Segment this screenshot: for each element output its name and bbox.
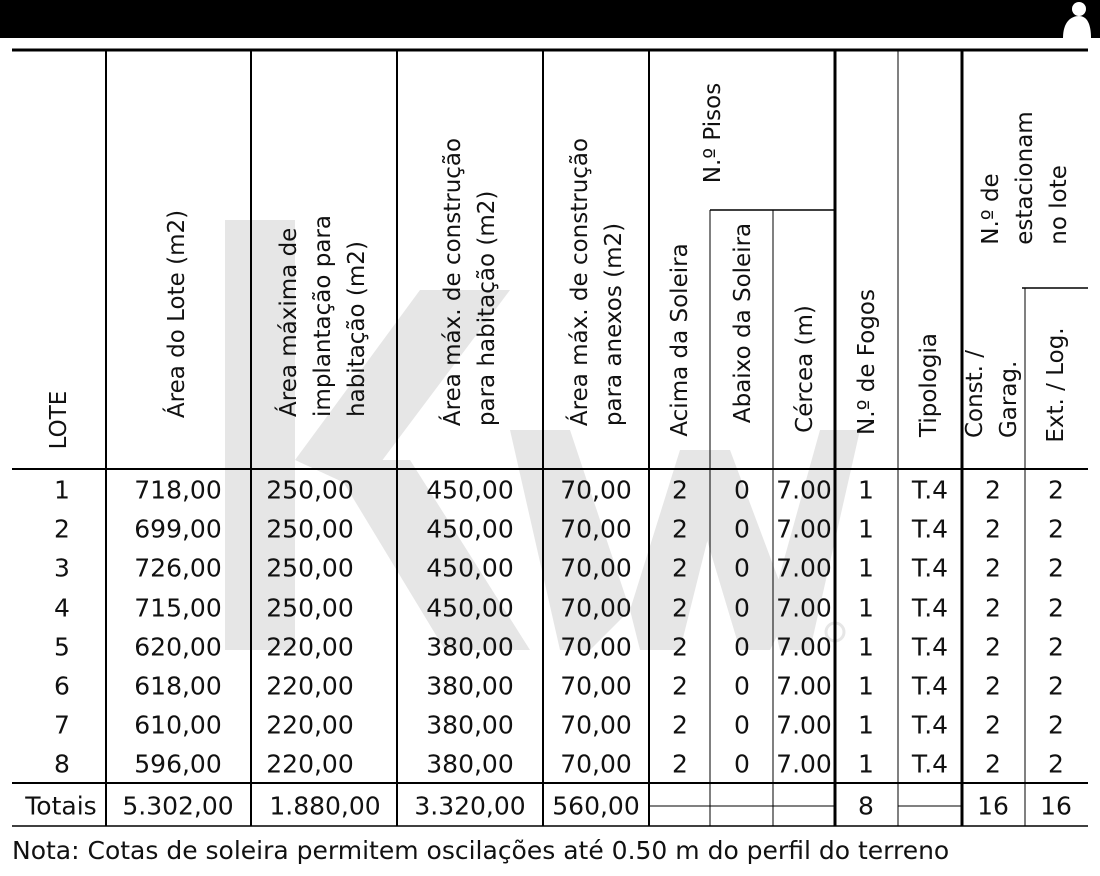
cell-lote: 1 <box>54 475 70 505</box>
cell-lote: 6 <box>54 671 70 701</box>
cell-area-lote: 618,00 <box>134 671 222 701</box>
cell-fogos: 1 <box>858 749 874 779</box>
cell-acima: 2 <box>672 593 688 623</box>
cell-const: 2 <box>985 514 1001 544</box>
cell-ext: 2 <box>1048 710 1064 740</box>
cell-construcao-hab: 450,00 <box>426 593 514 623</box>
header-cercea: Cércea (m) <box>792 305 818 433</box>
cell-fogos: 1 <box>858 710 874 740</box>
cell-lote: 7 <box>54 710 70 740</box>
cell-const: 2 <box>985 749 1001 779</box>
totals-fogos: 8 <box>858 791 874 821</box>
cell-acima: 2 <box>672 475 688 505</box>
cell-abaixo: 0 <box>734 710 750 740</box>
header-n-pisos: N.º Pisos <box>700 82 726 184</box>
cell-area-lote: 715,00 <box>134 593 222 623</box>
cell-const: 2 <box>985 475 1001 505</box>
cell-lote: 2 <box>54 514 70 544</box>
header-n-fogos: N.º de Fogos <box>854 289 880 435</box>
cell-anexos: 70,00 <box>560 671 632 701</box>
cell-cercea: 7.00 <box>776 632 832 662</box>
header-tipologia: Tipologia <box>916 333 942 437</box>
cell-fogos: 1 <box>858 671 874 701</box>
cell-area-lote: 620,00 <box>134 632 222 662</box>
cell-area-lote: 726,00 <box>134 553 222 583</box>
cell-anexos: 70,00 <box>560 593 632 623</box>
cell-construcao-hab: 450,00 <box>426 514 514 544</box>
cell-area-lote: 610,00 <box>134 710 222 740</box>
cell-const: 2 <box>985 553 1001 583</box>
cell-const: 2 <box>985 671 1001 701</box>
cell-implantacao: 220,00 <box>266 749 354 779</box>
totals-label: Totais <box>25 791 97 821</box>
cell-ext: 2 <box>1048 749 1064 779</box>
cell-tipologia: T.4 <box>911 514 949 544</box>
header-area-implantacao: Área máxima de implantação para habitação (m2) <box>276 215 370 417</box>
cell-fogos: 1 <box>858 514 874 544</box>
cell-tipologia: T.4 <box>911 553 949 583</box>
cell-construcao-hab: 450,00 <box>426 475 514 505</box>
totals-implantacao: 1.880,00 <box>269 791 381 821</box>
cell-acima: 2 <box>672 749 688 779</box>
cell-tipologia: T.4 <box>911 593 949 623</box>
cell-acima: 2 <box>672 553 688 583</box>
cell-implantacao: 220,00 <box>266 632 354 662</box>
cell-tipologia: T.4 <box>911 749 949 779</box>
cell-abaixo: 0 <box>734 593 750 623</box>
cell-anexos: 70,00 <box>560 514 632 544</box>
totals-ext: 16 <box>1040 791 1072 821</box>
cell-anexos: 70,00 <box>560 475 632 505</box>
header-lote: LOTE <box>46 390 72 450</box>
cell-area-lote: 596,00 <box>134 749 222 779</box>
totals-area-lote: 5.302,00 <box>122 791 234 821</box>
cell-ext: 2 <box>1048 553 1064 583</box>
totals-const: 16 <box>977 791 1009 821</box>
header-ext-log: Ext. / Log. <box>1043 327 1069 443</box>
cell-cercea: 7.00 <box>776 514 832 544</box>
cell-ext: 2 <box>1048 671 1064 701</box>
cell-abaixo: 0 <box>734 475 750 505</box>
cell-acima: 2 <box>672 632 688 662</box>
cell-anexos: 70,00 <box>560 710 632 740</box>
cell-implantacao: 250,00 <box>266 514 354 544</box>
cell-lote: 3 <box>54 553 70 583</box>
cell-cercea: 7.00 <box>776 593 832 623</box>
header-area-lote: Área do Lote (m2) <box>164 209 190 419</box>
cell-anexos: 70,00 <box>560 632 632 662</box>
cell-construcao-hab: 380,00 <box>426 632 514 662</box>
cell-construcao-hab: 450,00 <box>426 553 514 583</box>
cell-abaixo: 0 <box>734 749 750 779</box>
cell-lote: 8 <box>54 749 70 779</box>
cell-implantacao: 250,00 <box>266 553 354 583</box>
cell-const: 2 <box>985 710 1001 740</box>
cell-tipologia: T.4 <box>911 475 949 505</box>
cell-acima: 2 <box>672 514 688 544</box>
cell-anexos: 70,00 <box>560 749 632 779</box>
cell-implantacao: 220,00 <box>266 671 354 701</box>
cell-acima: 2 <box>672 710 688 740</box>
cell-fogos: 1 <box>858 593 874 623</box>
cell-cercea: 7.00 <box>776 749 832 779</box>
cell-anexos: 70,00 <box>560 553 632 583</box>
header-estacionamento: N.º de estacionam no lote <box>978 111 1072 245</box>
footnote: Nota: Cotas de soleira permitem oscilações até 0.50 m do perfil do terreno <box>12 836 950 865</box>
cell-cercea: 7.00 <box>776 553 832 583</box>
cell-fogos: 1 <box>858 553 874 583</box>
cell-implantacao: 250,00 <box>266 593 354 623</box>
totals-construcao-hab: 3.320,00 <box>414 791 526 821</box>
cell-abaixo: 0 <box>734 671 750 701</box>
cell-construcao-hab: 380,00 <box>426 710 514 740</box>
cell-tipologia: T.4 <box>911 671 949 701</box>
cell-tipologia: T.4 <box>911 632 949 662</box>
cell-area-lote: 718,00 <box>134 475 222 505</box>
header-abaixo-soleira: Abaixo da Soleira <box>730 222 756 424</box>
cell-abaixo: 0 <box>734 632 750 662</box>
cell-area-lote: 699,00 <box>134 514 222 544</box>
cell-lote: 4 <box>54 593 70 623</box>
cell-acima: 2 <box>672 671 688 701</box>
cell-const: 2 <box>985 593 1001 623</box>
cell-implantacao: 220,00 <box>266 710 354 740</box>
cell-abaixo: 0 <box>734 553 750 583</box>
cell-ext: 2 <box>1048 593 1064 623</box>
cell-abaixo: 0 <box>734 514 750 544</box>
totals-anexos: 560,00 <box>552 791 640 821</box>
cell-implantacao: 250,00 <box>266 475 354 505</box>
cell-cercea: 7.00 <box>776 710 832 740</box>
cell-ext: 2 <box>1048 514 1064 544</box>
header-acima-soleira: Acima da Soleira <box>667 243 693 437</box>
cell-construcao-hab: 380,00 <box>426 749 514 779</box>
cell-cercea: 7.00 <box>776 475 832 505</box>
cell-fogos: 1 <box>858 632 874 662</box>
header-area-construcao-anexos: Área máx. de construção para anexos (m2) <box>567 137 627 427</box>
header-const-garag: Const. / Garag. <box>962 349 1022 439</box>
cell-fogos: 1 <box>858 475 874 505</box>
header-area-construcao-habitacao: Área máx. de construção para habitação (m2) <box>440 137 500 427</box>
cell-ext: 2 <box>1048 475 1064 505</box>
cell-cercea: 7.00 <box>776 671 832 701</box>
cell-ext: 2 <box>1048 632 1064 662</box>
cell-lote: 5 <box>54 632 70 662</box>
cell-construcao-hab: 380,00 <box>426 671 514 701</box>
cell-const: 2 <box>985 632 1001 662</box>
cell-tipologia: T.4 <box>911 710 949 740</box>
